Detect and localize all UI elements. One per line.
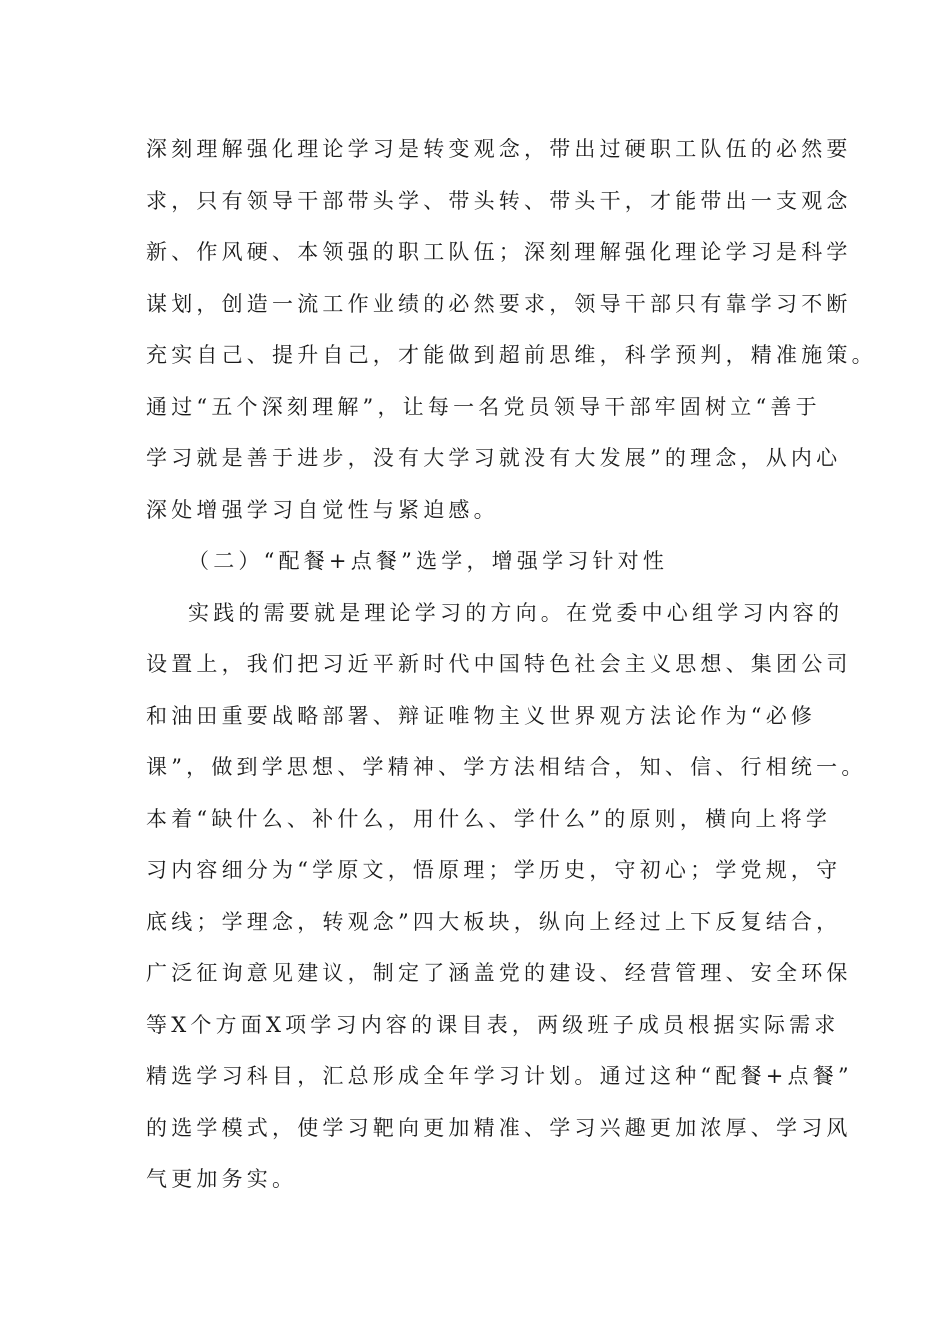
paragraph-2-line: 课”，做到学思想、学精神、学方法相结合，知、信、行相统一。: [146, 755, 867, 779]
paragraph-2-line: 和油田重要战略部署、辩证唯物主义世界观方法论作为“必修: [146, 704, 817, 728]
paragraph-2-line: 广泛征询意见建议，制定了涵盖党的建设、经营管理、安全环保: [146, 961, 852, 985]
paragraph-2-line: 精选学习科目，汇总形成全年学习计划。通过这种“配餐+点餐”: [146, 1064, 853, 1088]
paragraph-2-line: 习内容细分为“学原文，悟原理；学历史，守初心；学党规，守: [146, 858, 842, 882]
paragraph-2-line: 底线；学理念，转观念”四大板块，纵向上经过上下反复结合，: [146, 910, 842, 934]
paragraph-2-line: 等X个方面X项学习内容的课目表，两级班子成员根据实际需求: [146, 1013, 840, 1037]
paragraph-2-line: 的选学模式，使学习靶向更加精准、学习兴趣更加浓厚、学习风: [146, 1116, 852, 1140]
paragraph-1-line: 通过“五个深刻理解”，让每一名党员领导干部牢固树立“善于: [146, 395, 821, 419]
paragraph-1-line: 学习就是善于进步，没有大学习就没有大发展”的理念，从内心: [146, 446, 842, 470]
paragraph-2-line: 本着“缺什么、补什么，用什么、学什么”的原则，横向上将学: [146, 807, 832, 831]
paragraph-1-line: 谋划，创造一流工作业绩的必然要求，领导干部只有靠学习不断: [146, 292, 852, 316]
paragraph-1-line: 新、作风硬、本领强的职工队伍；深刻理解强化理论学习是科学: [146, 240, 852, 264]
paragraph-2-line: 气更加务实。: [146, 1167, 298, 1191]
paragraph-1-line: 深处增强学习自觉性与紧迫感。: [146, 498, 499, 522]
paragraph-2-line: 设置上，我们把习近平新时代中国特色社会主义思想、集团公司: [146, 652, 852, 676]
paragraph-1-line: 充实自己、提升自己，才能做到超前思维，科学预判，精准施策。: [146, 343, 877, 367]
paragraph-1-line: 求，只有领导干部带头学、带头转、带头干，才能带出一支观念: [146, 189, 852, 213]
paragraph-2-line: 实践的需要就是理论学习的方向。在党委中心组学习内容的: [188, 601, 844, 625]
section-heading: （二）“配餐+点餐”选学，增强学习针对性: [188, 549, 669, 573]
paragraph-1-line: 深刻理解强化理论学习是转变观念，带出过硬职工队伍的必然要: [146, 137, 852, 161]
